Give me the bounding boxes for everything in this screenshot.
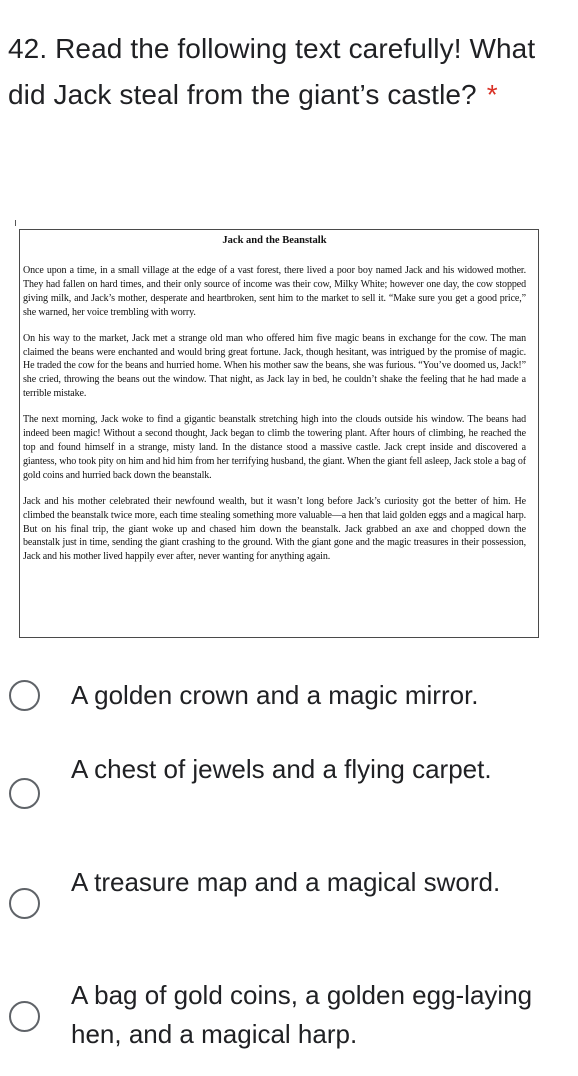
required-marker: * [486,79,498,110]
radio-button[interactable] [9,778,40,809]
passage-paragraph: Jack and his mother celebrated their newfound wealth, but it wasn’t long before Jack’s curiosity got the better of him. He climbed the beanstalk twice more, each time stealing something more valuable—a hen that laid golden eggs and a magical harp. But on his final trip, the giant woke up and chased him down the beanstalk. Jack grabbed an axe and chopped down the beanstalk just in time, sending the giant crashing to the ground. With the giant gone and the magic treasures in their possession, Jack and his mother lived happily ever after, never wanting for anything again. [23,495,526,563]
passage-image [19,229,539,638]
passage-paragraph: Once upon a time, in a small village at the edge of a vast forest, there lived a poor boy named Jack and his widowed mother. They had fallen on hard times, and their only source of income was their cow, Milky White; however one day, the cow stopped giving milk, and Jack’s mother, desperate and heartbroken, sent him to the market to sell it. “Make sure you get a good price,” she warned, her voice trembling with worry. [23,265,526,318]
radio-button[interactable] [9,888,40,919]
question-title [8,26,570,118]
passage-title: Jack and the Beanstalk [222,235,327,246]
radio-button[interactable] [9,1001,40,1032]
radio-button[interactable] [9,680,40,711]
image-edge-mark [15,220,16,226]
passage-paragraph: On his way to the market, Jack met a strange old man who offered him five magic beans in exchange for the cow. The man claimed the beans were enchanted and would bring great fortune. Jack, though hesitant, was intrigued by the promise of magic. He traded the cow for the beans and hurried home. When his mother saw the beans, she was furious. “You’ve doomed us, Jack!” she cried, throwing the beans out the window. That night, as Jack lay in bed, he couldn’t shake the feeling that he had made a terrible mistake. [23,332,526,400]
passage-paragraph: The next morning, Jack woke to find a gigantic beanstalk stretching high into the clouds outside his window. The beans had indeed been magic! Without a second thought, Jack began to climb the towering plant. After hours of climbing, he reached the top and found himself in a strange, misty land. In the distance stood a massive castle. Jack crept inside and discovered a giantess, who took pity on him and hid him from her terrifying husband, the giant. When the giant fell asleep, Jack stole a bag of gold coins and hurried back down the beanstalk. [23,414,526,481]
option-label[interactable]: A bag of gold coins, a golden egg-laying hen, and a magical harp. [71,980,533,1049]
question-text: 42. Read the following text carefully! What did Jack steal from the giant’s castle? [8,33,536,110]
option-label[interactable]: A treasure map and a magical sword. [71,867,501,897]
option-label[interactable]: A chest of jewels and a flying carpet. [71,754,492,784]
option-label[interactable]: A golden crown and a magic mirror. [71,680,479,710]
